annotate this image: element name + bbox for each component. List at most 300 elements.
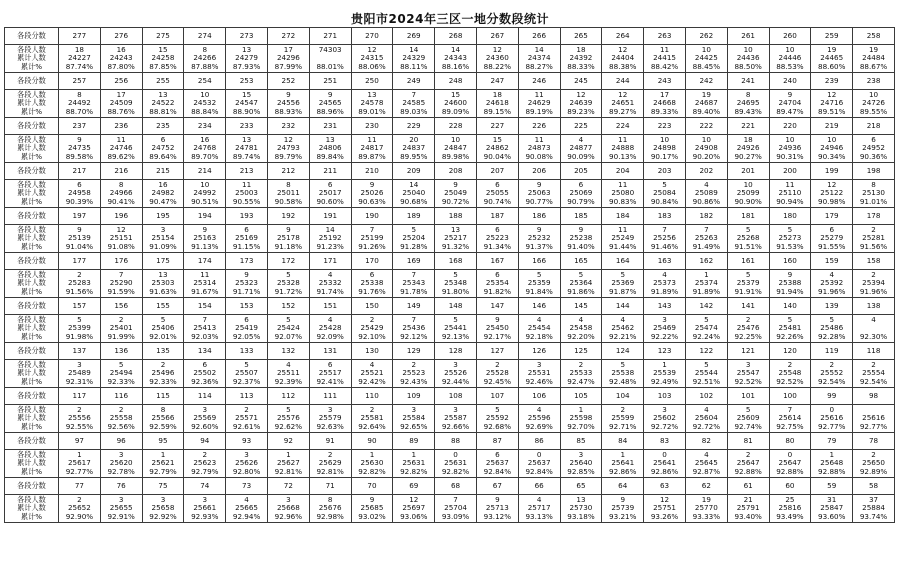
score-cell: 229 (393, 118, 435, 135)
score-cell: 224 (602, 118, 644, 135)
score-cell: 86 (518, 433, 560, 450)
percent-value: 92.87% (692, 466, 721, 476)
cumulative-value: 25661 (193, 503, 217, 513)
cumulative-value: 25399 (67, 323, 91, 333)
cumulative-value: 24243 (109, 53, 133, 63)
count-value: 9 (369, 494, 375, 504)
percent-value: 93.60% (818, 511, 846, 521)
stats-cell (853, 270, 895, 298)
count-value: 1 (662, 359, 667, 369)
score-row-label: 各段分数 (5, 208, 59, 225)
cumulative-value: 25523 (402, 368, 426, 378)
score-cell: 252 (267, 73, 309, 90)
percent-label: 累计% (20, 241, 43, 251)
stats-cell (226, 360, 268, 388)
cumulative-value: 25566 (151, 413, 175, 423)
percent-value: 88.60% (818, 61, 846, 71)
percent-value: 91.28% (400, 241, 428, 251)
count-value: 19 (868, 44, 879, 54)
percent-value: 92.47% (567, 376, 595, 386)
score-cell: 172 (267, 253, 309, 270)
count-value: 11 (785, 179, 795, 189)
count-value: 7 (411, 89, 417, 99)
stats-cell (184, 315, 226, 343)
percent-value: 91.71% (232, 286, 261, 296)
percent-value: 89.95% (400, 151, 428, 161)
stats-cell (476, 495, 518, 523)
count-value: 13 (576, 494, 586, 504)
percent-value: 87.85% (149, 61, 177, 71)
stats-cell (769, 135, 811, 163)
count-value: 5 (745, 224, 751, 234)
cumulative-value: 24982 (151, 188, 175, 198)
score-cell: 240 (769, 73, 811, 90)
score-cell: 124 (602, 343, 644, 360)
score-cell: 157 (59, 298, 101, 315)
cumulative-value: 25279 (820, 233, 844, 243)
count-value: 3 (202, 404, 208, 414)
stats-cell (435, 45, 477, 73)
cumulative-value: 24806 (318, 143, 342, 153)
count-value: 6 (369, 269, 375, 279)
count-value: 3 (160, 224, 166, 234)
stats-cell (184, 450, 226, 478)
stats-row-labels (5, 405, 59, 433)
cumulative-value: 24992 (193, 188, 217, 198)
percent-value: 92.61% (232, 421, 261, 431)
score-cell: 138 (853, 298, 895, 315)
cumulative-value: 25338 (360, 278, 384, 288)
score-cell: 253 (226, 73, 268, 90)
count-value: 8 (77, 89, 82, 99)
percent-value: 90.36% (859, 151, 888, 161)
percent-value: 93.74% (859, 511, 888, 521)
percent-value: 90.09% (567, 151, 595, 161)
count-value: 5 (745, 404, 751, 414)
count-value: 6 (202, 359, 208, 369)
percent-value: 89.51% (818, 106, 846, 116)
count-label: 各段人数 (17, 224, 46, 234)
score-cell: 210 (351, 163, 393, 180)
count-value: 2 (77, 269, 82, 279)
cumulative-value: 25640 (569, 458, 593, 468)
score-cell: 79 (811, 433, 853, 450)
score-cell: 215 (142, 163, 184, 180)
cumulative-value: 25178 (276, 233, 300, 243)
count-value: 3 (118, 494, 124, 504)
percent-label: 累计% (20, 421, 43, 431)
count-value: 12 (618, 89, 628, 99)
stats-cell (142, 450, 184, 478)
percent-label: 累计% (20, 331, 43, 341)
percent-value: 92.36% (191, 376, 219, 386)
cumulative-value: 25122 (820, 188, 844, 198)
cumulative-value: 25552 (820, 368, 844, 378)
count-value: 4 (327, 269, 333, 279)
cumulative-value: 25629 (318, 458, 342, 468)
score-cell: 204 (602, 163, 644, 180)
score-cell: 262 (685, 28, 727, 45)
percent-value: 92.98% (316, 511, 344, 521)
stats-cell (393, 360, 435, 388)
stats-cell (560, 90, 602, 118)
count-value: 6 (327, 179, 333, 189)
cumulative-value: 25511 (276, 368, 300, 378)
score-cell: 217 (59, 163, 101, 180)
percent-value: 92.77% (65, 466, 94, 476)
count-value: 2 (77, 494, 82, 504)
document-title: 贵阳市2024年三区一地分数段统计 (351, 12, 549, 26)
score-cell: 212 (267, 163, 309, 180)
cumulative-value: 25139 (67, 233, 91, 243)
percent-value: 93.02% (358, 511, 386, 521)
score-cell: 175 (142, 253, 184, 270)
count-value: 2 (77, 404, 82, 414)
percent-value: 92.25% (734, 331, 762, 341)
cumulative-value: 24793 (276, 143, 300, 153)
count-value: 11 (367, 134, 377, 144)
stats-cell (602, 495, 644, 523)
score-cell: 132 (267, 343, 309, 360)
count-value: 20 (409, 134, 419, 144)
count-value: 10 (743, 179, 753, 189)
count-value: 17 (659, 89, 670, 99)
count-value: 3 (662, 404, 667, 414)
percent-value: 91.89% (650, 286, 679, 296)
percent-value: 91.51% (734, 241, 762, 251)
stats-cell (351, 405, 393, 433)
cumulative-value: 25507 (235, 368, 259, 378)
count-value: 9 (578, 224, 584, 234)
cumulative-value: 24752 (151, 143, 175, 153)
stats-cell (727, 450, 769, 478)
cumulative-value: 24873 (527, 143, 551, 153)
cumulative-value: 24862 (485, 143, 509, 153)
cumulative-value: 24817 (360, 143, 384, 153)
percent-value: 90.98% (818, 196, 846, 206)
stats-row (5, 135, 895, 163)
score-cell: 58 (853, 478, 895, 495)
score-row (5, 118, 895, 135)
stats-cell (811, 270, 853, 298)
cumulative-value: 25544 (694, 368, 718, 378)
stats-cell (100, 495, 142, 523)
cumulative-value: 25089 (694, 188, 718, 198)
percent-value: 92.56% (107, 421, 135, 431)
score-cell: 60 (769, 478, 811, 495)
stats-cell (226, 225, 268, 253)
cumulative-value: 24446 (778, 53, 802, 63)
score-cell: 146 (518, 298, 560, 315)
percent-value: 88.45% (692, 61, 721, 71)
cumulative-value: 25354 (485, 278, 509, 288)
count-value: 5 (662, 179, 667, 189)
stats-cell (267, 45, 309, 73)
percent-value: 89.74% (232, 151, 261, 161)
score-cell: 186 (518, 208, 560, 225)
percent-value: 93.13% (525, 511, 553, 521)
score-cell: 197 (59, 208, 101, 225)
stats-cell (602, 315, 644, 343)
stats-cell (560, 405, 602, 433)
stats-cell (309, 315, 351, 343)
score-cell: 144 (602, 298, 644, 315)
count-value: 4 (286, 359, 291, 369)
count-value: 3 (77, 359, 82, 369)
count-value: 6 (495, 224, 500, 234)
cumulative-value: 24296 (276, 53, 300, 63)
cumulative-value: 24315 (360, 53, 384, 63)
cumulative-value: 25364 (569, 278, 593, 288)
cumulative-value: 25623 (193, 458, 217, 468)
cumulative-value: 25419 (235, 323, 259, 333)
percent-value: 91.37% (525, 241, 553, 251)
stats-cell (518, 180, 560, 208)
count-value: 9 (327, 89, 333, 99)
stats-cell (435, 495, 477, 523)
score-cell: 134 (184, 343, 226, 360)
count-value: 0 (829, 404, 835, 414)
score-cell: 128 (435, 343, 477, 360)
count-value: 5 (286, 404, 291, 414)
cumulative-value: 24704 (778, 98, 802, 108)
stats-cell (853, 45, 895, 73)
percent-value: 91.82% (483, 286, 512, 296)
count-value: 11 (534, 89, 544, 99)
count-value: 5 (286, 314, 291, 324)
percent-value: 88.22% (483, 61, 512, 71)
count-value: 12 (409, 494, 419, 504)
count-value: 7 (453, 494, 458, 504)
count-label: 各段人数 (17, 44, 46, 54)
cumulative-value: 25413 (193, 323, 217, 333)
stats-cell (309, 225, 351, 253)
percent-value: 91.46% (650, 241, 679, 251)
stats-cell (685, 135, 727, 163)
percent-value: 92.26% (776, 331, 804, 341)
stats-cell (602, 45, 644, 73)
cumulative-value: 25069 (569, 188, 593, 198)
score-cell: 125 (560, 343, 602, 360)
score-cell: 261 (727, 28, 769, 45)
cumulative-value: 24227 (67, 53, 91, 63)
percent-value: 88.38% (609, 61, 637, 71)
percent-value: 91.56% (65, 286, 94, 296)
count-value: 8 (160, 404, 166, 414)
stats-row-labels (5, 270, 59, 298)
stats-cell (476, 135, 518, 163)
cumulative-label: 累计人数 (17, 368, 46, 378)
cumulative-value: 25587 (444, 413, 467, 423)
score-cell: 90 (351, 433, 393, 450)
stats-cell (351, 450, 393, 478)
count-value: 4 (704, 179, 709, 189)
score-cell: 111 (309, 388, 351, 405)
cumulative-value: 24436 (736, 53, 760, 63)
cumulative-value: 25436 (402, 323, 426, 333)
stats-cell (309, 180, 351, 208)
count-value: 5 (745, 269, 751, 279)
cumulative-value: 24266 (193, 53, 217, 63)
score-row-label: 各段分数 (5, 478, 59, 495)
count-value: 2 (787, 359, 793, 369)
percent-value: 90.51% (191, 196, 219, 206)
count-value: 2 (871, 224, 876, 234)
score-cell: 192 (267, 208, 309, 225)
percent-value: 92.88% (818, 466, 846, 476)
stats-cell (393, 495, 435, 523)
score-row (5, 28, 895, 45)
percent-value: 92.84% (525, 466, 553, 476)
stats-cell (309, 45, 351, 73)
score-cell: 231 (309, 118, 351, 135)
percent-value: 92.77% (859, 421, 888, 431)
percent-value: 92.49% (650, 376, 679, 386)
percent-value: 92.77% (818, 421, 846, 431)
score-cell: 89 (393, 433, 435, 450)
stats-cell (142, 495, 184, 523)
score-cell: 77 (59, 478, 101, 495)
score-cell: 135 (142, 343, 184, 360)
percent-value: 92.62% (274, 421, 303, 431)
stats-cell (560, 180, 602, 208)
percent-value: 91.13% (191, 241, 219, 251)
stats-cell (59, 90, 101, 118)
score-cell: 61 (727, 478, 769, 495)
stats-cell (267, 360, 309, 388)
percent-value: 92.52% (776, 376, 804, 386)
score-row-label: 各段分数 (5, 433, 59, 450)
percent-value: 89.09% (441, 106, 470, 116)
stats-cell (518, 405, 560, 433)
percent-value: 91.94% (776, 286, 804, 296)
percent-value: 92.75% (776, 421, 804, 431)
percent-value: 91.89% (692, 286, 721, 296)
cumulative-value: 25328 (276, 278, 300, 288)
stats-cell (309, 450, 351, 478)
stats-cell (351, 360, 393, 388)
score-row-label: 各段分数 (5, 163, 59, 180)
percent-value: 92.92% (149, 511, 177, 521)
percent-value: 93.26% (650, 511, 679, 521)
stats-cell (184, 90, 226, 118)
percent-value: 90.86% (692, 196, 721, 206)
cumulative-value: 25040 (402, 188, 426, 198)
stats-cell (769, 315, 811, 343)
stats-cell (476, 45, 518, 73)
count-value: 9 (787, 269, 793, 279)
count-value: 4 (704, 449, 709, 459)
cumulative-value: 25599 (611, 413, 635, 423)
count-value: 1 (286, 449, 291, 459)
cumulative-value: 25424 (276, 323, 300, 333)
score-cell: 241 (727, 73, 769, 90)
count-value: 19 (827, 44, 837, 54)
percent-value: 91.53% (776, 241, 804, 251)
cumulative-label: 累计人数 (17, 413, 46, 423)
score-cell: 177 (59, 253, 101, 270)
score-cell: 246 (518, 73, 560, 90)
percent-value: 92.43% (400, 376, 428, 386)
score-row-label: 各段分数 (5, 298, 59, 315)
count-value: 16 (116, 44, 126, 54)
count-value: 9 (453, 179, 458, 189)
score-cell: 265 (560, 28, 602, 45)
score-cell: 185 (560, 208, 602, 225)
cumulative-label: 累计人数 (17, 188, 46, 198)
stats-cell (226, 90, 268, 118)
percent-value: 90.58% (274, 196, 303, 206)
cumulative-value: 25631 (402, 458, 426, 468)
score-cell: 156 (100, 298, 142, 315)
score-cell: 164 (602, 253, 644, 270)
score-cell: 276 (100, 28, 142, 45)
score-row-label: 各段分数 (5, 28, 59, 45)
count-value: 15 (492, 134, 502, 144)
score-cell: 237 (59, 118, 101, 135)
score-cell: 139 (811, 298, 853, 315)
score-cell: 168 (435, 253, 477, 270)
count-value: 0 (536, 449, 542, 459)
count-value: 3 (327, 404, 333, 414)
score-cell: 225 (560, 118, 602, 135)
stats-cell (309, 135, 351, 163)
stats-cell (518, 90, 560, 118)
percent-value: 92.88% (734, 466, 762, 476)
stats-cell (560, 450, 602, 478)
stats-cell (644, 45, 686, 73)
count-value: 6 (578, 179, 584, 189)
stats-cell (59, 45, 101, 73)
stats-cell (811, 405, 853, 433)
stats-cell (685, 405, 727, 433)
score-cell: 96 (100, 433, 142, 450)
cumulative-value: 25283 (67, 278, 91, 288)
cumulative-value: 25641 (653, 458, 676, 468)
score-cell: 67 (476, 478, 518, 495)
percent-value: 91.96% (818, 286, 846, 296)
count-value: 3 (160, 494, 166, 504)
cumulative-label: 累计人数 (17, 503, 46, 513)
percent-value: 89.40% (692, 106, 721, 116)
score-cell: 260 (769, 28, 811, 45)
percent-value: 91.32% (441, 241, 470, 251)
score-cell: 97 (59, 433, 101, 450)
stats-cell (476, 315, 518, 343)
stats-row (5, 360, 895, 388)
score-cell: 133 (226, 343, 268, 360)
count-value: 13 (367, 89, 377, 99)
score-cell: 209 (393, 163, 435, 180)
cumulative-value: 25627 (276, 458, 300, 468)
stats-cell (685, 360, 727, 388)
score-cell: 110 (351, 388, 393, 405)
stats-cell (142, 90, 184, 118)
percent-label: 累计% (20, 61, 43, 71)
count-value: 18 (74, 44, 84, 54)
percent-value: 92.18% (525, 331, 553, 341)
cumulative-value: 25548 (778, 368, 802, 378)
cumulative-value: 24556 (276, 98, 300, 108)
stats-cell (267, 225, 309, 253)
stats-row-labels (5, 360, 59, 388)
stats-cell (727, 225, 769, 253)
count-value: 9 (286, 89, 291, 99)
score-cell: 150 (351, 298, 393, 315)
count-value: 4 (662, 269, 667, 279)
score-cell: 65 (560, 478, 602, 495)
score-cell: 123 (644, 343, 686, 360)
